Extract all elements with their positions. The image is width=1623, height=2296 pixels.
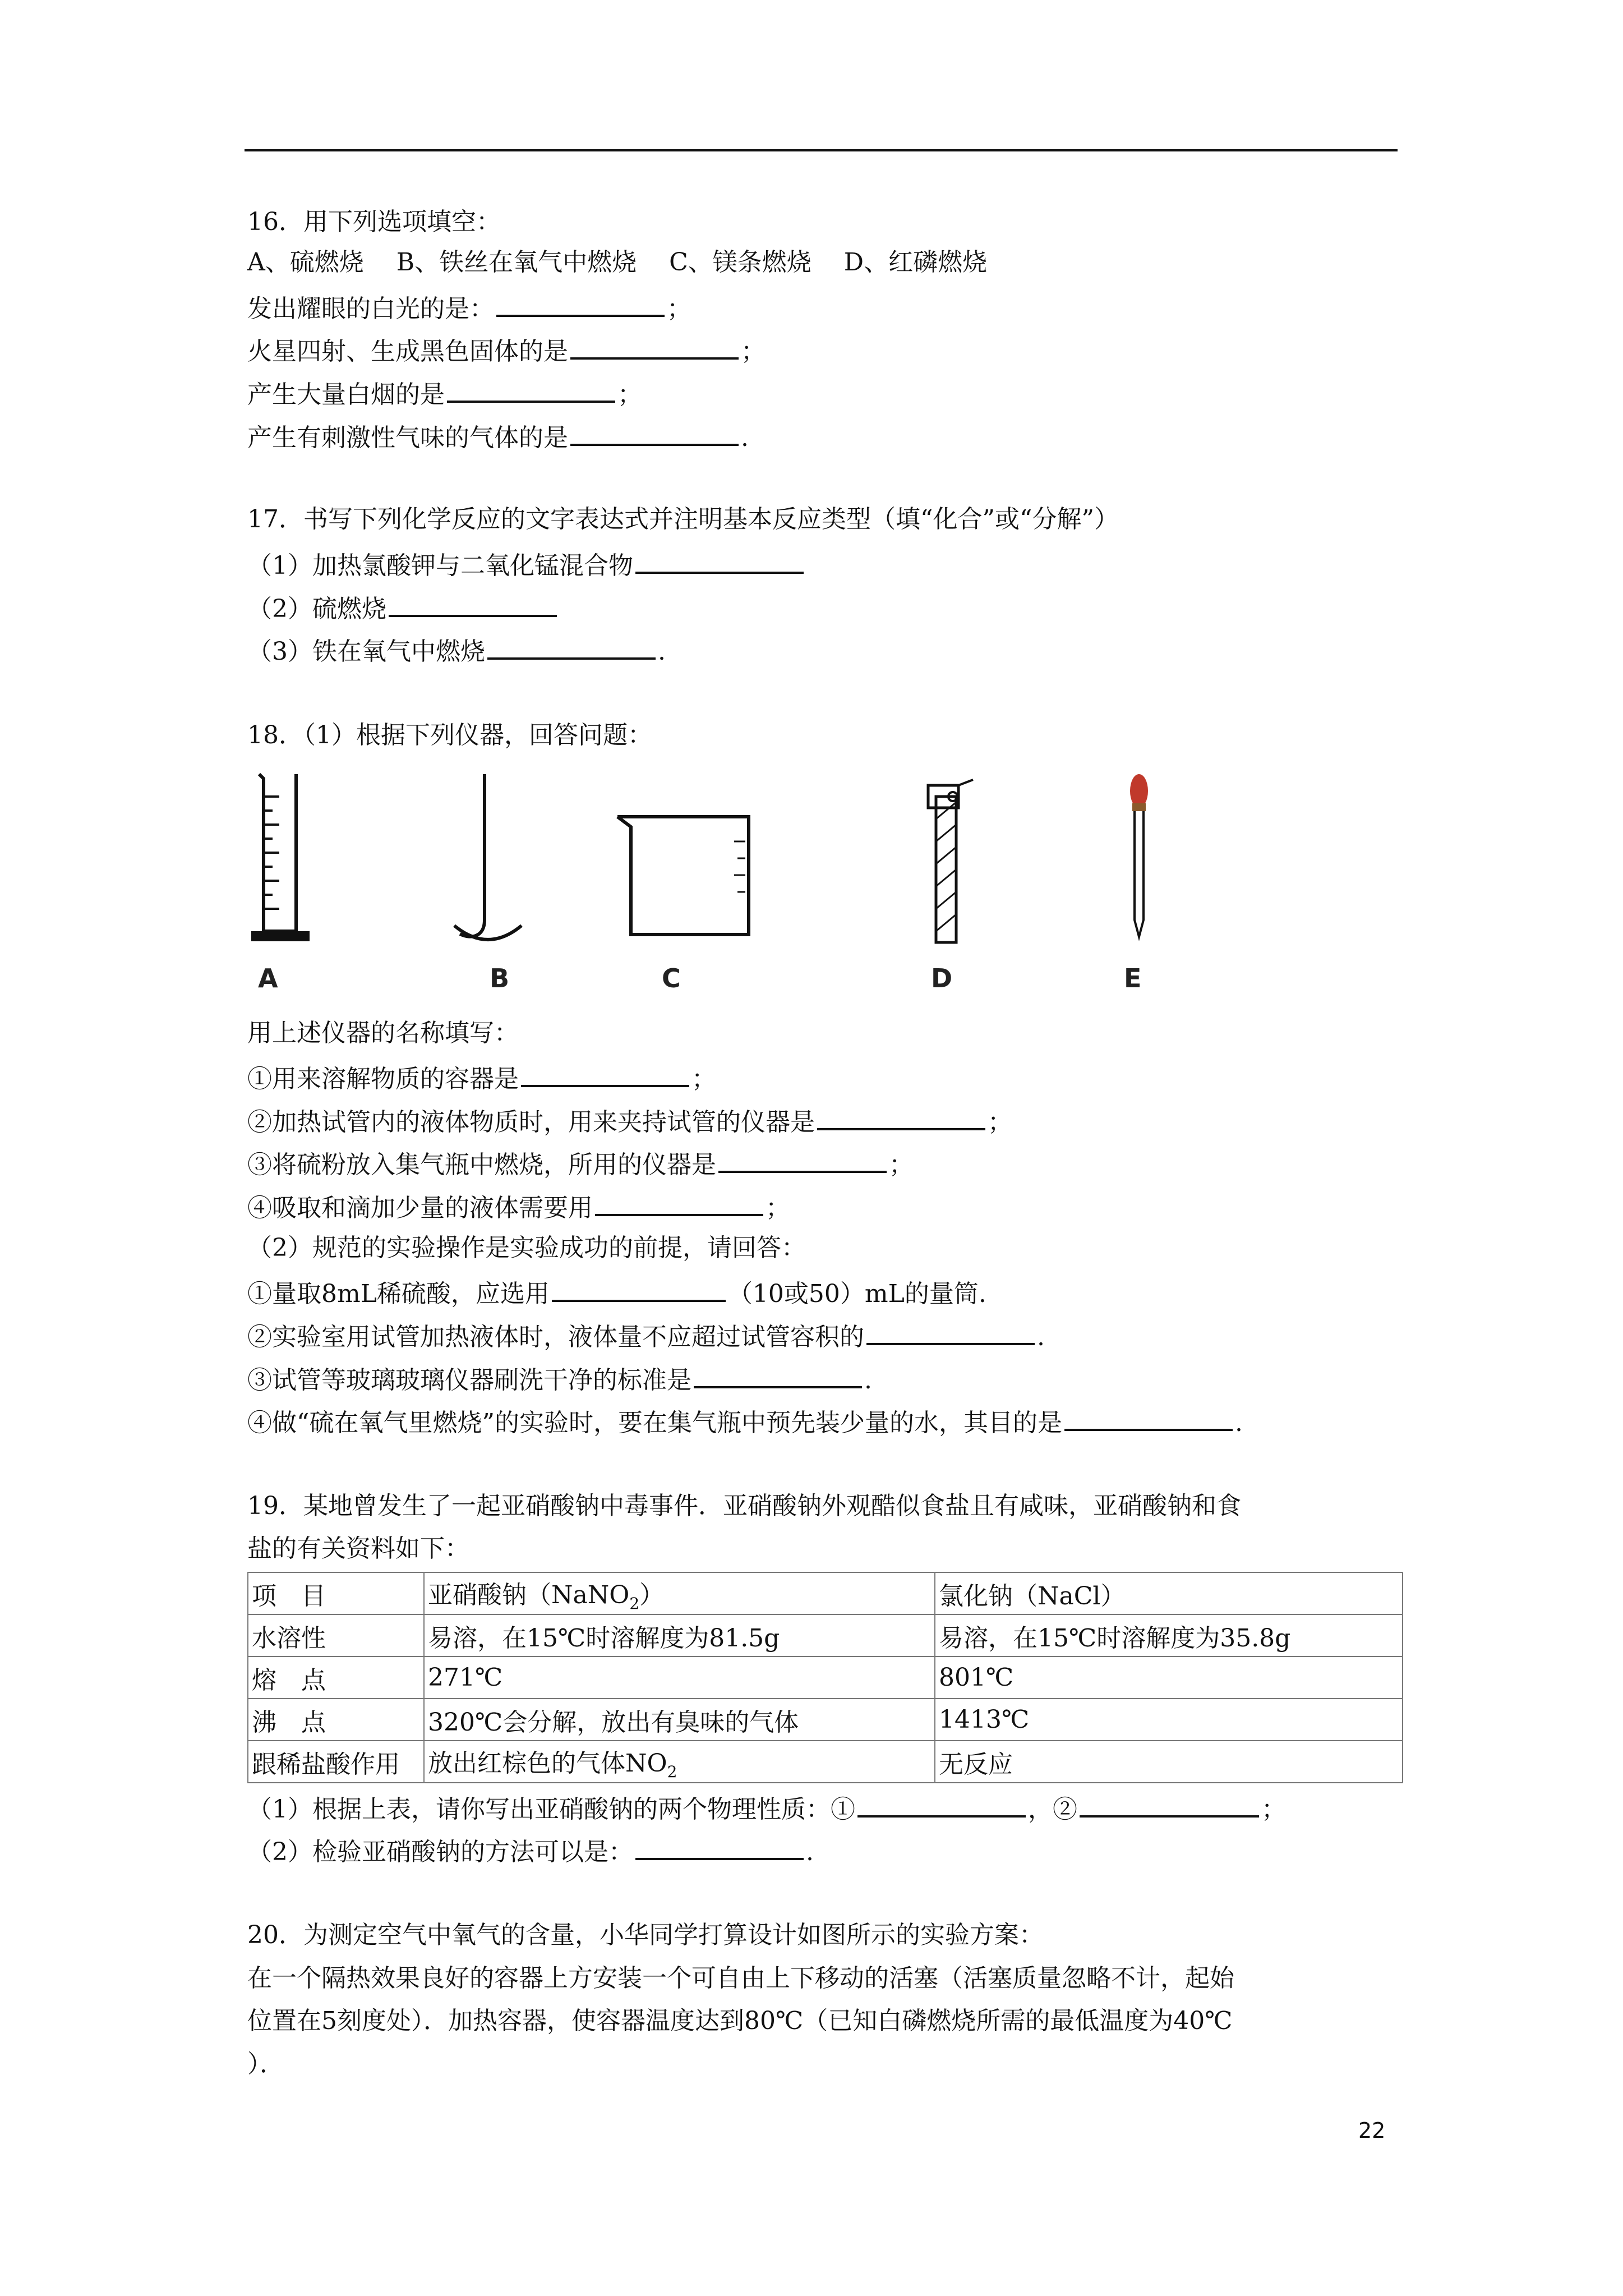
table-cell: 271℃ — [424, 1657, 935, 1699]
q16-title: 16．用下列选项填空： — [247, 208, 501, 236]
q17-item-3: （3）铁在氧气中燃烧 . — [247, 633, 666, 668]
answer-blank[interactable] — [866, 1318, 1035, 1345]
answer-blank[interactable] — [521, 1060, 689, 1087]
q18-part2-item-4: ④做“硫在氧气里燃烧”的实验时，要在集气瓶中预先装少量的水，其目的是 . — [247, 1404, 1243, 1439]
header-rule — [245, 149, 1398, 151]
q17-item-2: （2）硫燃烧 — [247, 590, 559, 625]
table-cell: 熔 点 — [248, 1657, 424, 1699]
q16-line-4: 产生有刺激性气味的气体的是 . — [247, 419, 749, 454]
q17-item-1: （1）加热氯酸钾与二氧化锰混合物 — [247, 547, 806, 582]
q19-question-1: （1）根据上表，请你写出亚硝酸钠的两个物理性质：① ，② ； — [247, 1791, 1286, 1825]
table-cell: 放出红棕色的气体$NO_2$ — [424, 1741, 935, 1783]
instrument-label-c: C — [662, 963, 681, 993]
q19-line-1: 19．某地曾发生了一起亚硝酸钠中毒事件．亚硝酸钠外观酷似食盐且有咸味，亚硝酸钠和食 — [247, 1492, 1241, 1520]
answer-blank[interactable] — [694, 1361, 862, 1388]
answer-blank[interactable] — [496, 290, 665, 317]
table-cell: 易溶，在15℃时溶解度为81.5g — [424, 1614, 935, 1657]
table-cell: 项 目 — [248, 1572, 424, 1614]
q19-question-2: （2）检验亚硝酸钠的方法可以是： . — [247, 1833, 814, 1868]
q18-part2-title: （2）规范的实验操作是实验成功的前提，请回答： — [247, 1234, 806, 1262]
q16-line-2: 火星四射、生成黑色固体的是 ； — [247, 333, 766, 367]
answer-blank[interactable] — [635, 1833, 804, 1860]
answer-blank[interactable] — [447, 376, 615, 403]
table-cell: 氯化钠（NaCl） — [935, 1572, 1403, 1614]
answer-blank[interactable] — [389, 590, 557, 617]
table-cell: 无反应 — [935, 1741, 1403, 1783]
q16-options — [247, 247, 1020, 278]
answer-blank[interactable] — [570, 333, 739, 360]
graduated-cylinder-icon — [247, 769, 320, 948]
answer-blank[interactable] — [595, 1189, 763, 1216]
q16-option-a: A、硫燃烧 — [247, 248, 364, 277]
table-row — [248, 1657, 1403, 1699]
table-cell: 水溶性 — [248, 1614, 424, 1657]
beaker-icon — [614, 769, 760, 948]
q18-title: 18．（1）根据下列仪器，回答问题： — [247, 721, 652, 749]
q20-line-4: ）． — [247, 2050, 284, 2078]
table-cell: 亚硝酸钠（NaNO$_2$） — [424, 1572, 935, 1614]
q18-part2-item-2: ②实验室用试管加热液体时，液体量不应超过试管容积的 . — [247, 1318, 1045, 1353]
q16-line-1: 发出耀眼的白光的是： ； — [247, 290, 691, 325]
page-number: 22 — [1358, 2118, 1386, 2143]
q18-part2-item-3: ③试管等玻璃玻璃仪器刷洗干净的标准是 . — [247, 1361, 872, 1396]
q18-intro: 用上述仪器的名称填写： — [247, 1019, 519, 1047]
q16-option-d: D、红磷燃烧 — [843, 248, 988, 277]
q19-line-2: 盐的有关资料如下： — [247, 1534, 469, 1563]
q16-option-c: C、镁条燃烧 — [669, 248, 811, 277]
q18-part1-item-3: ③将硫粉放入集气瓶中燃烧，所用的仪器是 ； — [247, 1146, 914, 1181]
q18-part1-item-4: ④吸取和滴加少量的液体需要用 ； — [247, 1189, 790, 1224]
answer-blank[interactable] — [1064, 1404, 1233, 1431]
q18-part1-item-2: ②加热试管内的液体物质时，用来夹持试管的仪器是 ； — [247, 1103, 1012, 1138]
table-cell: 320℃会分解，放出有臭味的气体 — [424, 1699, 935, 1741]
table-cell: 沸 点 — [248, 1699, 424, 1741]
answer-blank[interactable] — [487, 633, 656, 660]
table-row — [248, 1699, 1403, 1741]
q16-line-3: 产生大量白烟的是 ； — [247, 376, 642, 411]
answer-blank[interactable] — [857, 1791, 1026, 1818]
q20-line-1: 20．为测定空气中氧气的含量，小华同学打算设计如图所示的实验方案： — [247, 1921, 1044, 1949]
answer-blank[interactable] — [718, 1146, 887, 1173]
test-tube-holder-icon — [911, 769, 990, 948]
q17-title: 17．书写下列化学反应的文字表达式并注明基本反应类型（填“化合”或“分解”） — [247, 505, 1119, 533]
instrument-label-e: E — [1124, 963, 1142, 993]
table-cell: 易溶，在15℃时溶解度为35.8g — [935, 1614, 1403, 1657]
answer-blank[interactable] — [570, 419, 739, 446]
instrument-label-d: D — [931, 963, 953, 993]
q16-option-b: B、铁丝在氧气中燃烧 — [396, 248, 637, 277]
q18-part1-item-1: ①用来溶解物质的容器是 ； — [247, 1060, 716, 1095]
answer-blank[interactable] — [552, 1275, 726, 1302]
answer-blank[interactable] — [817, 1103, 985, 1130]
answer-blank[interactable] — [1080, 1791, 1259, 1818]
instrument-label-b: B — [490, 963, 510, 993]
combustion-spoon-icon — [449, 769, 533, 948]
table-cell: 1413℃ — [935, 1699, 1403, 1741]
comparison-table — [247, 1572, 1403, 1783]
dropper-icon — [1119, 769, 1164, 948]
table-header-row — [248, 1572, 1403, 1614]
table-row — [248, 1741, 1403, 1783]
table-cell: 跟稀盐酸作用 — [248, 1741, 424, 1783]
answer-blank[interactable] — [635, 547, 804, 574]
q20-line-3: 位置在5刻度处）．加热容器，使容器温度达到80℃（已知白磷燃烧所需的最低温度为40℃ — [247, 2007, 1233, 2035]
q18-part2-item-1: ①量取8mL稀硫酸，应选用 （10或50）mL的量筒. — [247, 1275, 986, 1310]
instrument-label-a: A — [258, 963, 278, 993]
table-row — [248, 1614, 1403, 1657]
q20-line-2: 在一个隔热效果良好的容器上方安装一个可自由上下移动的活塞（活塞质量忽略不计，起始 — [247, 1964, 1234, 1993]
table-cell: 801℃ — [935, 1657, 1403, 1699]
